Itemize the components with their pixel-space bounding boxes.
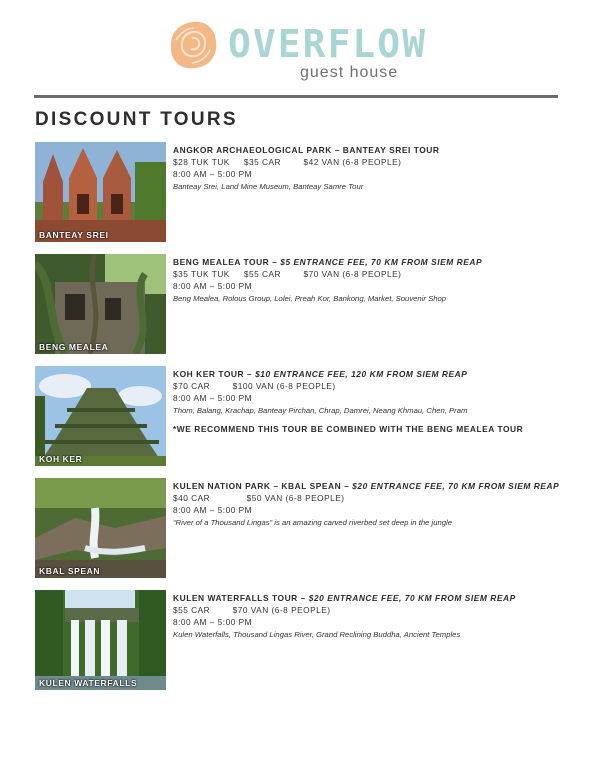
tour-description: “River of a Thousand Lingas” is an amazing carved riverbed set deep in the jungle xyxy=(173,518,453,527)
tour-prices: $55 CAR $70 VAN (6-8 PEOPLE) xyxy=(173,605,331,615)
tour-hours: 8:00 AM – 5:00 PM xyxy=(173,505,253,515)
tour-info xyxy=(173,592,565,641)
tour-koh-ker xyxy=(35,366,565,466)
tour-photo-label: BANTEAY SREI xyxy=(39,230,109,240)
tour-prices: $35 TUK TUK $55 CAR $70 VAN (6-8 PEOPLE) xyxy=(173,269,402,279)
tour-kulen-waterfalls xyxy=(35,590,565,690)
tour-recommendation-note: *WE RECOMMEND THIS TOUR BE COMBINED WITH THE BENG MEALEA TOUR xyxy=(173,424,524,434)
tour-info xyxy=(173,144,565,193)
tour-photo-label: KOH KER xyxy=(39,454,83,464)
tour-hours: 8:00 AM – 5:00 PM xyxy=(173,617,253,627)
tour-description: Thom, Balang, Krachap, Banteay Pirchan, Chrap, Damrei, Neang Khmau, Chen, Pram xyxy=(173,406,468,415)
tour-banteay-srei xyxy=(35,142,565,242)
tour-photo xyxy=(35,366,166,466)
tour-hours: 8:00 AM – 5:00 PM xyxy=(173,393,253,403)
brand-subtitle: guest house xyxy=(300,64,399,81)
header-divider xyxy=(34,95,558,98)
tour-photo-label: KBAL SPEAN xyxy=(39,566,101,576)
tour-hours: 8:00 AM – 5:00 PM xyxy=(173,169,253,179)
rose-logo-icon xyxy=(166,18,220,72)
tour-kbal-spean xyxy=(35,478,565,578)
tour-photo xyxy=(35,478,166,578)
tour-description: Kulen Waterfalls, Thousand Lingas River, Grand Reclining Buddha, Ancient Temples xyxy=(173,630,461,639)
tour-photo-label: BENG MEALEA xyxy=(39,342,109,352)
tour-title: KULEN WATERFALLS TOUR – $20 ENTRANCE FEE, 70 KM FROM SIEM REAP xyxy=(173,593,516,603)
brand-name: OVERFLOW xyxy=(228,22,428,66)
tour-prices: $70 CAR $100 VAN (6-8 PEOPLE) xyxy=(173,381,336,391)
tour-info xyxy=(173,368,565,435)
tour-title: KOH KER TOUR – $10 ENTRANCE FEE, 120 KM FROM SIEM REAP xyxy=(173,369,468,379)
tour-title: BENG MEALEA TOUR – $5 ENTRANCE FEE, 70 KM FROM SIEM REAP xyxy=(173,257,483,267)
tour-prices: $40 CAR $50 VAN (6-8 PEOPLE) xyxy=(173,493,345,503)
tour-info xyxy=(173,480,565,529)
tour-title: ANGKOR ARCHAEOLOGICAL PARK – BANTEAY SREI TOUR xyxy=(173,145,440,155)
tour-photo xyxy=(35,254,166,354)
tour-description: Banteay Srei, Land Mine Museum, Banteay Samre Tour xyxy=(173,182,364,191)
tour-photo xyxy=(35,590,166,690)
tour-photo-label: KULEN WATERFALLS xyxy=(39,678,138,688)
tour-beng-mealea xyxy=(35,254,565,354)
tour-description: Beng Mealea, Rolous Group, Lolei, Preah Kor, Bankong, Market, Souvenir Shop xyxy=(173,294,447,303)
tour-photo xyxy=(35,142,166,242)
tour-hours: 8:00 AM – 5:00 PM xyxy=(173,281,253,291)
page-title: DISCOUNT TOURS xyxy=(35,109,238,130)
tour-prices: $28 TUK TUK $35 CAR $42 VAN (6-8 PEOPLE) xyxy=(173,157,402,167)
logo xyxy=(166,18,428,84)
tour-title: KULEN NATION PARK – KBAL SPEAN – $20 ENTRANCE FEE, 70 KM FROM SIEM REAP xyxy=(173,481,560,491)
tour-info xyxy=(173,256,565,305)
